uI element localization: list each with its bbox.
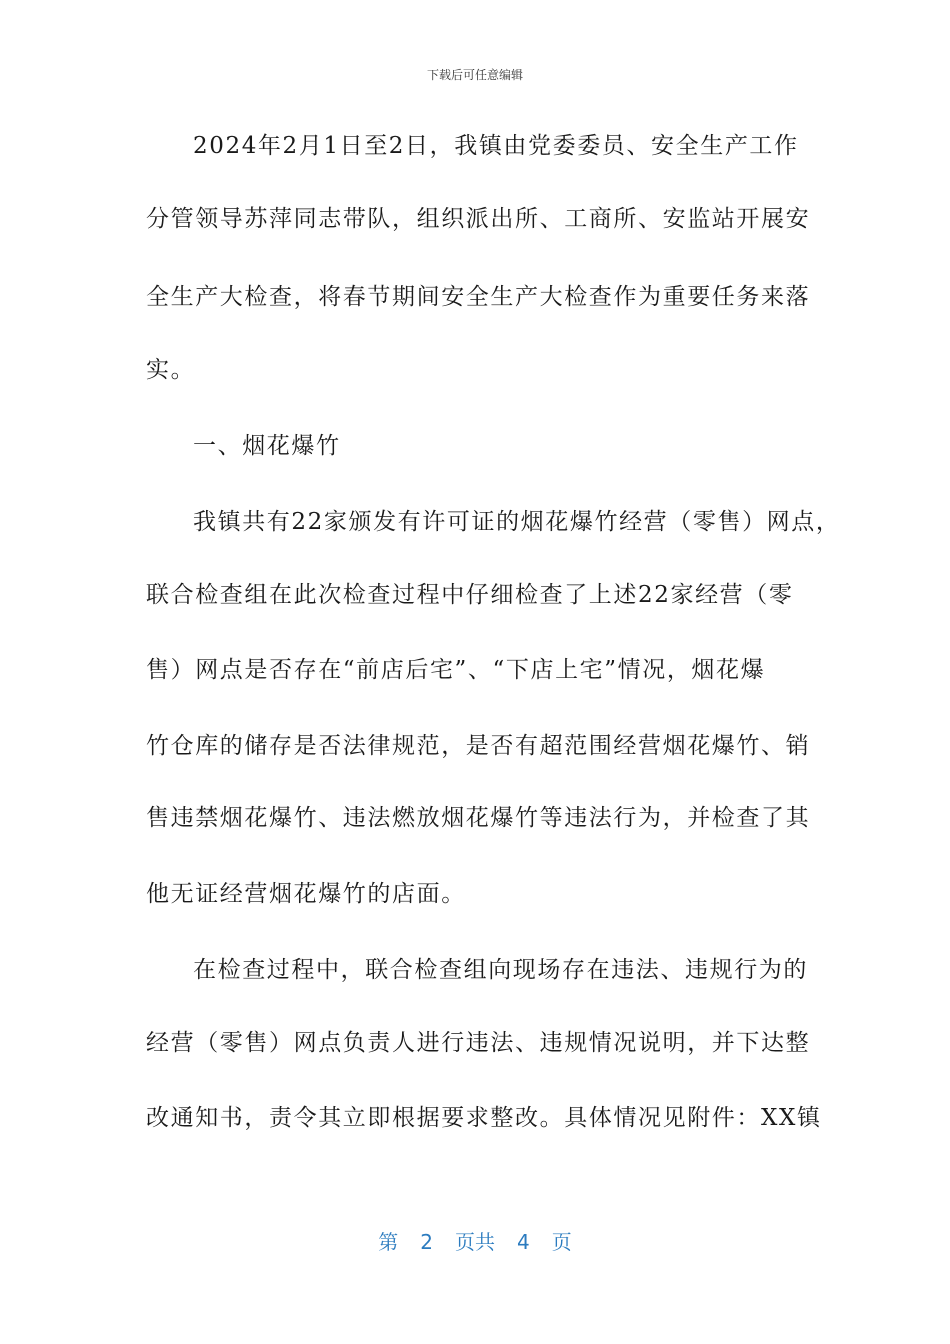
page-number-footer <box>0 1226 950 1255</box>
paragraph-2-line-4: 竹仓库的储存是否法律规范，是否有超范围经营烟花爆竹、销 <box>146 733 811 759</box>
footer-label-ye: 页 <box>551 1230 572 1254</box>
footer-label-ye-gong: 页共 <box>455 1230 495 1254</box>
paragraph-3-line-1: 在检查过程中，联合检查组向现场存在违法、违规行为的 <box>193 957 808 983</box>
paragraph-3-line-3: 改通知书，责令其立即根据要求整改。具体情况见附件：XX镇 <box>146 1105 822 1131</box>
paragraph-1-line-3: 全生产大检查，将春节期间安全生产大检查作为重要任务来落 <box>146 284 811 310</box>
page-header: 下载后可任意编辑 <box>426 68 523 82</box>
footer-label-di: 第 <box>378 1230 399 1254</box>
footer-current-page: 2 <box>420 1230 433 1254</box>
paragraph-3-line-2: 经营（零售）网点负责人进行违法、违规情况说明，并下达整 <box>146 1030 811 1056</box>
paragraph-2-line-2: 联合检查组在此次检查过程中仔细检查了上述22家经营（零 <box>146 582 794 608</box>
paragraph-1-line-2: 分管领导苏萍同志带队，组织派出所、工商所、安监站开展安 <box>146 206 811 232</box>
paragraph-2-line-1: 我镇共有22家颁发有许可证的烟花爆竹经营（零售）网点， <box>193 509 841 535</box>
paragraph-1-line-4: 实。 <box>146 357 196 383</box>
paragraph-2-line-6: 他无证经营烟花爆竹的店面。 <box>146 881 466 907</box>
section-heading-fireworks: 一、烟花爆竹 <box>193 433 341 459</box>
paragraph-2-line-5: 售违禁烟花爆竹、违法燃放烟花爆竹等违法行为，并检查了其 <box>146 805 811 831</box>
paragraph-2-line-3: 售）网点是否存在“前店后宅”、“下店上宅”情况，烟花爆 <box>146 657 766 683</box>
footer-total-pages: 4 <box>517 1230 530 1254</box>
paragraph-1-line-1: 2024年2月1日至2日，我镇由党委委员、安全生产工作 <box>193 133 799 159</box>
